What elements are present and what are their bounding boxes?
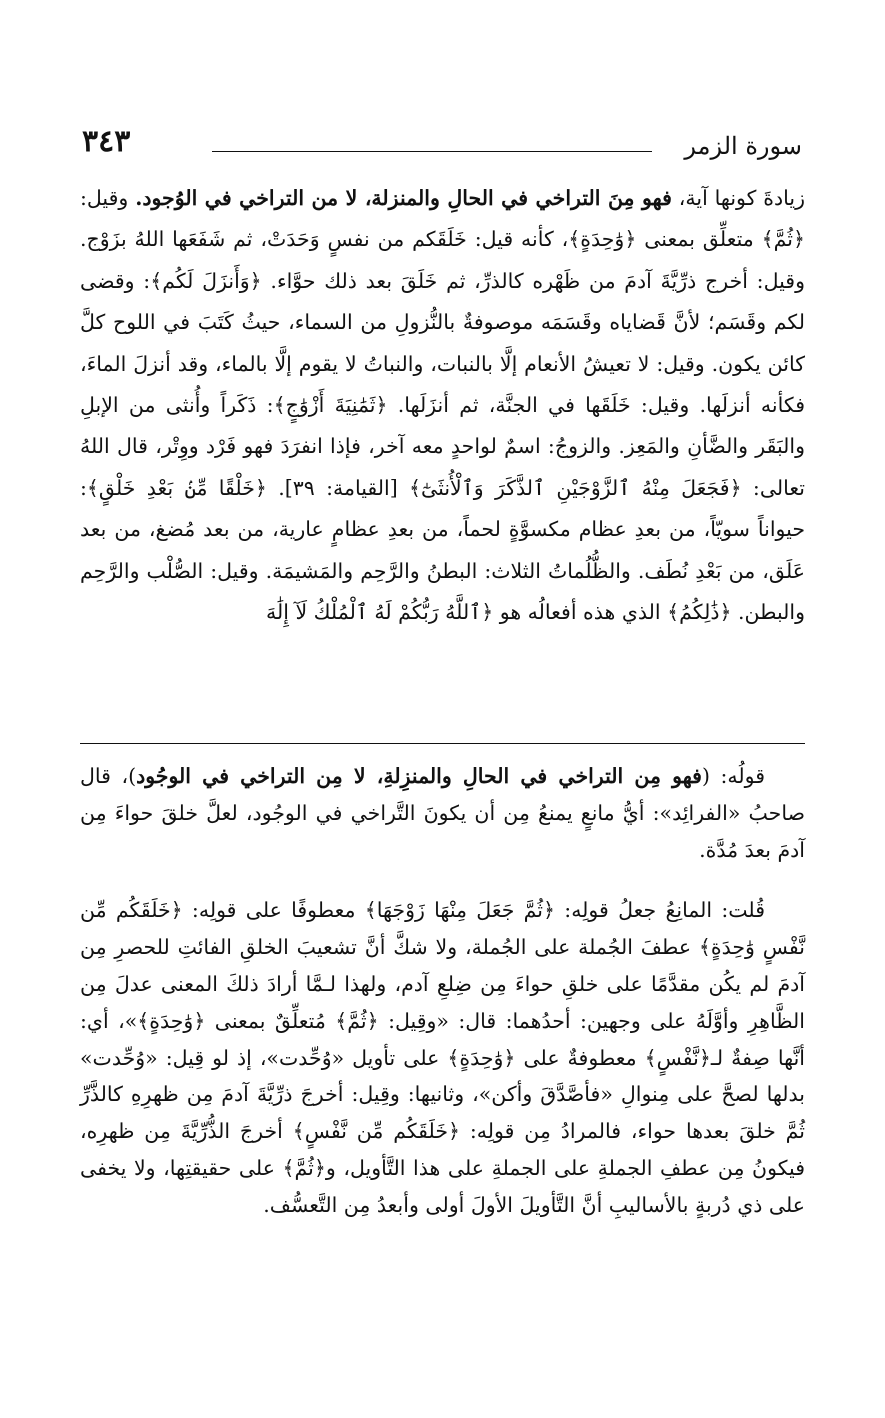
commentary-lead: قولُه: ( — [701, 764, 765, 788]
surah-title: سورة الزمر — [684, 132, 802, 160]
running-header — [82, 124, 802, 170]
page-number: ٣٤٣ — [82, 124, 131, 159]
commentary-section — [80, 758, 805, 1224]
commentary-paragraph-1 — [80, 758, 805, 868]
footnote-divider — [80, 743, 805, 744]
main-paragraph — [80, 178, 805, 633]
commentary-quoted-phrase: فهو مِن التراخي في الحالِ والمنزِلةِ، لا مِن التراخي في الوجُود — [136, 764, 702, 788]
main-text-body: وقيل: ﴿ثُمَّ﴾ متعلِّق بمعنى ﴿وَٰحِدَةٍ﴾، كأنه قيل: خَلَقَكم من نفسٍ وَحَدَتْ، ثم شَفَعَها اللهُ بزَوْج. وقيل: أخرج ذرِّيَّةَ آدمَ من ظَهْره كالذرِّ، ثم خَلَقَ بعد ذلك حوَّاء. ﴿وَأَنزَلَ لَكُم﴾: وقضى لكم وقَسَم؛ لأنَّ قَضاياه وقَسَمَه موصوفةٌ بالنُّزولِ من السماء، حيثُ كَتَبَ في اللوح كلَّ كائن يكون. وقيل: لا تعيشُ الأنعام إلَّا بالنبات، والنباتُ لا يقوم إلَّا بالماء، وقد أنزلَ الماءَ، فكأنه أنزلَها. وقيل: خَلَقَها في الجنَّة، ثم أنزَلَها. ﴿ثَمَٰنِيَةَ أَزْوَٰجٍ﴾: ذَكَراً وأُنثى من الإبلِ والبَقَر والضَّأنِ والمَعِز. والزوجُ: اسمٌ لواحدٍ معه آخر، فإذا انفرَدَ فهو فَرْد ووِتْر، قال اللهُ تعالى: ﴿فَجَعَلَ مِنْهُ ٱلزَّوْجَيْنِ ٱلذَّكَرَ وَٱلْأُنثَىٰٓ﴾ [القيامة: ٣٩]. ﴿خَلْقًا مِّنۢ بَعْدِ خَلْقٍ﴾: حيواناً سويّاً، من بعدِ عظام مكسوَّةٍ لحماً، من بعدِ عظامٍ عارية، من بعد مُضغ، من بعد عَلَق، من بَعْدِ نُطَف. والظُّلُماتُ الثلاث: البطنُ والرَّحِم والمَشيمَة. وقيل: الصُّلْب والرَّحِم والبطن. ﴿ذَٰلِكُمُ﴾ الذي هذه أفعالُه هو ﴿ٱللَّهُ رَبُّكُمْ لَهُ ٱلْمُلْكُ لَآ إِلَٰهَ — [80, 186, 805, 625]
main-tafsir-text — [80, 178, 805, 633]
main-text-bold-phrase: فهو مِنَ التراخي في الحالِ والمنزلة، لا من التراخي في الوُجود. — [135, 186, 672, 210]
commentary-paragraph-2: قُلت: المانِعُ جعلُ قولِه: ﴿ثُمَّ جَعَلَ مِنْهَا زَوْجَهَا﴾ معطوفًا على قولِه: ﴿خَلَقَكُم مِّن نَّفْسٍ وَٰحِدَةٍ﴾ عطفَ الجُملة على الجُملة، ولا شكَّ أنَّ تشعيبَ الخلقِ الفائتِ للحصرِ مِن آدمَ لم يكُن مقدَّمًا على خلقِ حواءَ مِن ضِلعِ آدم، ولهذا لـمَّا أرادَ ذلكَ المعنى عدلَ مِن الظَّاهِرِ وأوَّلَهُ على وجهين: أحدُهما: قال: «وقِيل: ﴿ثُمَّ﴾ مُتعلِّقٌ بمعنى ﴿وَٰحِدَةٍ﴾»، أي: أنَّها صِفةٌ لـ﴿نَّفْسٍ﴾ معطوفةٌ على ﴿وَٰحِدَةٍ﴾ على تأويل «وُحِّدت»، إذ لو قِيل: «وُحِّدت» بدلها لصحَّ على مِنوالِ «فأصَّدَّقَ وأكن»، وثانيها: وقِيل: أخرجَ ذرِّيَّةَ آدمَ مِن ظهرِهِ كالذَّرِّ ثُمَّ خلقَ بعدها حواء، فالمرادُ مِن قولِه: ﴿خَلَقَكُم مِّن نَّفْسٍ﴾ أخرجَ الذُّرِّيَّةَ مِن ظهرِه، فيكونُ مِن عطفِ الجملةِ على الجملةِ على هذا التَّأويل، و﴿ثُمَّ﴾ على حقيقتِها، ولا يخفى على ذي دُربةٍ بالأساليبِ أنَّ التَّأويلَ الأولَ أولى وأبعدُ مِن التَّعسُّف. — [80, 898, 805, 1217]
main-text-start: زيادةَ كونها آية، — [671, 186, 805, 210]
header-rule — [212, 151, 652, 152]
commentary-paragraph-1-rest: )، قال صاحبُ «الفرائِد»: أيُّ مانعٍ يمنعُ مِن أن يكونَ التَّراخي في الوجُود، لعلَّ خلقَ حواءَ مِن آدمَ بعدَ مُدَّة. — [80, 764, 805, 862]
